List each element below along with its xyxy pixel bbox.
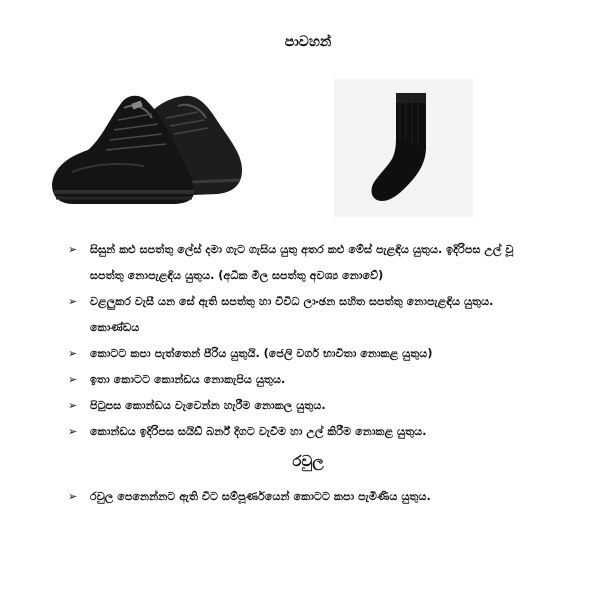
arrow-bullet-icon: ➢ [68, 243, 78, 256]
beard-rules-list [0, 484, 616, 510]
rule-text-line: කොන්ඩය ඉදිරිපස සයිඩ් බර්න් දිගට වැවීම හා උල් කිරීම නොකළ යුතුය. [90, 425, 427, 438]
arrow-bullet-icon: ➢ [68, 373, 78, 386]
list-item [0, 237, 616, 289]
list-item [0, 393, 616, 419]
rule-text-line: සපත්තු නොපැළඳිය යුතුය. (අධික මිල සපත්තු අවශ්‍ය නොවේ) [90, 269, 384, 282]
arrow-bullet-icon: ➢ [68, 347, 78, 360]
rule-text-line: පිටුපස කොන්ඩය වැවෙන්න හැරීම නොකල යුතුය. [90, 399, 326, 412]
arrow-bullet-icon: ➢ [68, 295, 78, 308]
sock-image-frame [334, 79, 473, 217]
rule-text-line: රවුල පෙනෙන්නට ඇති විට සම්පූර්ණයෙන් කොටට කපා පැමිණිය යුතුය. [90, 490, 431, 503]
arrow-bullet-icon: ➢ [68, 490, 78, 503]
list-item [0, 367, 616, 393]
black-sock-image [334, 79, 473, 217]
rule-text-line: සිසුන් කළු සපත්තු ලේස් දමා ගැට ගැසිය යුතු අතර කළු මේස් පැළඳිය යුතුය. ඉදිරිපස උල් වූ [90, 243, 514, 256]
list-item [0, 419, 616, 445]
arrow-bullet-icon: ➢ [68, 399, 78, 412]
list-item [0, 341, 616, 367]
footwear-rules-list [0, 237, 616, 445]
list-item [0, 289, 616, 341]
rule-text-line: කොටට කපා පැත්තෙන් පීරිය යුතුයි. (ජෙලි වර්ග භාවිතා නොකළ යුතුය) [90, 347, 433, 360]
hair-subheading: කොණ්ඩය [90, 321, 140, 334]
list-item [0, 484, 616, 510]
footwear-heading: පාවහන් [284, 34, 332, 50]
arrow-bullet-icon: ➢ [68, 425, 78, 438]
rule-text-line: වළලුකර වැසී යන සේ ඇති සපත්තු හා විවිධ ලාංඡන සහිත සපත්තු නොපැළඳිය යුතුය. [90, 295, 494, 308]
rule-text-line: ඉතා කොටට කොන්ඩය නොකැපිය යුතුය. [90, 373, 286, 386]
beard-heading: රවුල [292, 452, 324, 470]
black-shoes-image [48, 88, 244, 206]
